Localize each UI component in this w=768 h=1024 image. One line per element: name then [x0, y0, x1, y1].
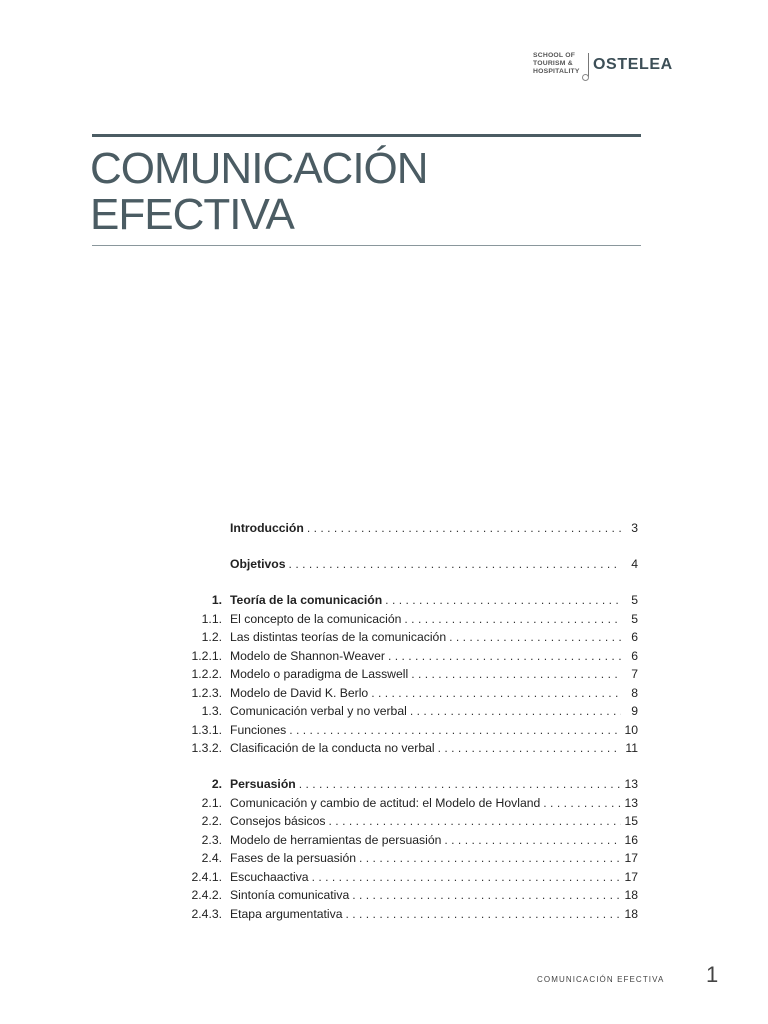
- toc-entry-page: 3: [631, 521, 638, 535]
- logo-school-text: SCHOOL OF TOURISM & HOSPITALITY: [533, 52, 580, 75]
- toc-entry-page: 4: [631, 557, 638, 571]
- toc-entry-number: 2.4.2.: [191, 888, 222, 902]
- toc-entry[interactable]: [180, 686, 638, 705]
- toc-entry-page: 15: [624, 814, 638, 828]
- toc-entry-title: Comunicación y cambio de actitud: el Modelo de Hovland: [230, 795, 541, 810]
- toc-leader-dots: [404, 612, 621, 626]
- toc-entry-page: 5: [631, 611, 638, 626]
- toc-entry-page: 16: [624, 832, 638, 847]
- toc-entry[interactable]: [180, 630, 638, 649]
- toc-entry-number: 2.2.: [201, 814, 222, 828]
- title-rule-bottom: [92, 245, 641, 246]
- toc-entry-page: 17: [624, 869, 638, 884]
- toc-entry-title: Sintonía comunicativa: [230, 888, 350, 902]
- toc-entry-number: 1.: [211, 593, 222, 607]
- toc-entry-title: Modelo de David K. Berlo: [230, 685, 369, 700]
- ostelea-logo: [533, 52, 673, 88]
- toc-entry[interactable]: [180, 907, 638, 926]
- toc-entry-title: Fases de la persuasión: [230, 851, 357, 865]
- toc-entry[interactable]: [180, 741, 638, 760]
- toc-entry[interactable]: [180, 723, 638, 742]
- toc-leader-dots: [543, 796, 621, 810]
- toc-leader-dots: [329, 814, 621, 828]
- toc-entry-number: 2.: [211, 777, 222, 791]
- toc-entry[interactable]: [180, 704, 638, 723]
- toc-spacer: [180, 540, 638, 558]
- toc-entry-number: 2.4.3.: [191, 906, 222, 921]
- toc-leader-dots: [345, 907, 621, 921]
- toc-entry[interactable]: [180, 888, 638, 907]
- toc-entry-page: 13: [624, 795, 638, 810]
- toc-entry-title: Persuasión: [230, 777, 296, 791]
- toc-entry-title: Modelo o paradigma de Lasswell: [230, 667, 409, 681]
- toc-entry-number: 1.1.: [201, 611, 222, 626]
- toc-entry-page: 9: [631, 704, 638, 718]
- toc-entry-page: 7: [631, 667, 638, 681]
- toc-entry-number: 1.3.1.: [191, 722, 222, 737]
- toc-entry-title: Modelo de Shannon-Weaver: [230, 648, 385, 663]
- toc-leader-dots: [388, 649, 621, 663]
- toc-entry-title: Objetivos: [230, 557, 286, 571]
- toc-leader-dots: [371, 686, 621, 700]
- toc-entry-number: 1.3.2.: [191, 741, 222, 755]
- toc-leader-dots: [289, 723, 621, 737]
- toc-spacer: [180, 760, 638, 778]
- toc-entry-number: 2.4.1.: [191, 869, 222, 884]
- toc-leader-dots: [410, 704, 621, 718]
- toc-entry-title: Teoría de la comunicación: [230, 593, 383, 607]
- toc-leader-dots: [289, 557, 621, 571]
- toc-entry-number: 1.2.3.: [191, 685, 222, 700]
- toc-entry-title: Modelo de herramientas de persuasión: [230, 832, 442, 847]
- toc-leader-dots: [438, 741, 621, 755]
- toc-entry-page: 6: [631, 630, 638, 644]
- toc-entry-page: 18: [624, 888, 638, 902]
- toc-entry-number: 1.2.1.: [191, 648, 222, 663]
- toc-entry-page: 11: [625, 741, 638, 755]
- toc-entry[interactable]: [180, 870, 638, 889]
- table-of-contents: [180, 521, 638, 925]
- toc-entry[interactable]: [180, 796, 638, 815]
- toc-entry[interactable]: [180, 851, 638, 870]
- toc-entry-title: El concepto de la comunicación: [230, 611, 402, 626]
- toc-entry[interactable]: [180, 833, 638, 852]
- toc-entry[interactable]: [180, 521, 638, 540]
- toc-entry-page: 13: [624, 777, 638, 791]
- toc-leader-dots: [359, 851, 621, 865]
- title-rule-top: [92, 134, 641, 137]
- toc-leader-dots: [385, 593, 621, 607]
- toc-entry-page: 10: [624, 722, 638, 737]
- toc-entry-page: 6: [631, 648, 638, 663]
- toc-entry-number: 1.2.2.: [191, 667, 222, 681]
- toc-entry-page: 8: [631, 685, 638, 700]
- toc-entry-page: 17: [624, 851, 638, 865]
- toc-entry-number: 2.4.: [201, 851, 222, 865]
- logo-brand: OSTELEA: [593, 56, 673, 73]
- toc-leader-dots: [307, 521, 621, 535]
- toc-leader-dots: [449, 630, 621, 644]
- toc-entry-title: Funciones: [230, 722, 287, 737]
- toc-leader-dots: [299, 777, 621, 791]
- toc-entry[interactable]: [180, 612, 638, 631]
- toc-entry-title: Etapa argumentativa: [230, 906, 343, 921]
- toc-entry-page: 5: [631, 593, 638, 607]
- toc-leader-dots: [352, 888, 621, 902]
- toc-entry-number: 1.3.: [201, 704, 222, 718]
- toc-entry-title: Escuchaactiva: [230, 869, 309, 884]
- page-title: COMUNICACIÓN EFECTIVA: [90, 144, 428, 239]
- toc-entry-title: Comunicación verbal y no verbal: [230, 704, 407, 718]
- toc-entry[interactable]: [180, 777, 638, 796]
- toc-entry-page: 18: [624, 906, 638, 921]
- logo-pin-icon: [582, 74, 589, 81]
- toc-entry-title: Consejos básicos: [230, 814, 326, 828]
- toc-entry-title: Las distintas teorías de la comunicación: [230, 630, 447, 644]
- footer-label: COMUNICACIÓN EFECTIVA: [537, 975, 665, 984]
- toc-leader-dots: [312, 870, 621, 884]
- toc-entry[interactable]: [180, 593, 638, 612]
- page-number: 1: [706, 962, 719, 987]
- toc-entry[interactable]: [180, 667, 638, 686]
- toc-entry-title: Introducción: [230, 521, 304, 535]
- toc-leader-dots: [411, 667, 621, 681]
- toc-entry[interactable]: [180, 814, 638, 833]
- toc-leader-dots: [444, 833, 621, 847]
- toc-entry-number: 2.3.: [201, 832, 222, 847]
- logo-divider: [588, 53, 589, 77]
- toc-entry-number: 1.2.: [201, 630, 222, 644]
- toc-entry-title: Clasificación de la conducta no verbal: [230, 741, 435, 755]
- toc-entry[interactable]: [180, 649, 638, 668]
- toc-spacer: [180, 576, 638, 594]
- toc-entry-number: 2.1.: [201, 795, 222, 810]
- toc-entry[interactable]: [180, 557, 638, 576]
